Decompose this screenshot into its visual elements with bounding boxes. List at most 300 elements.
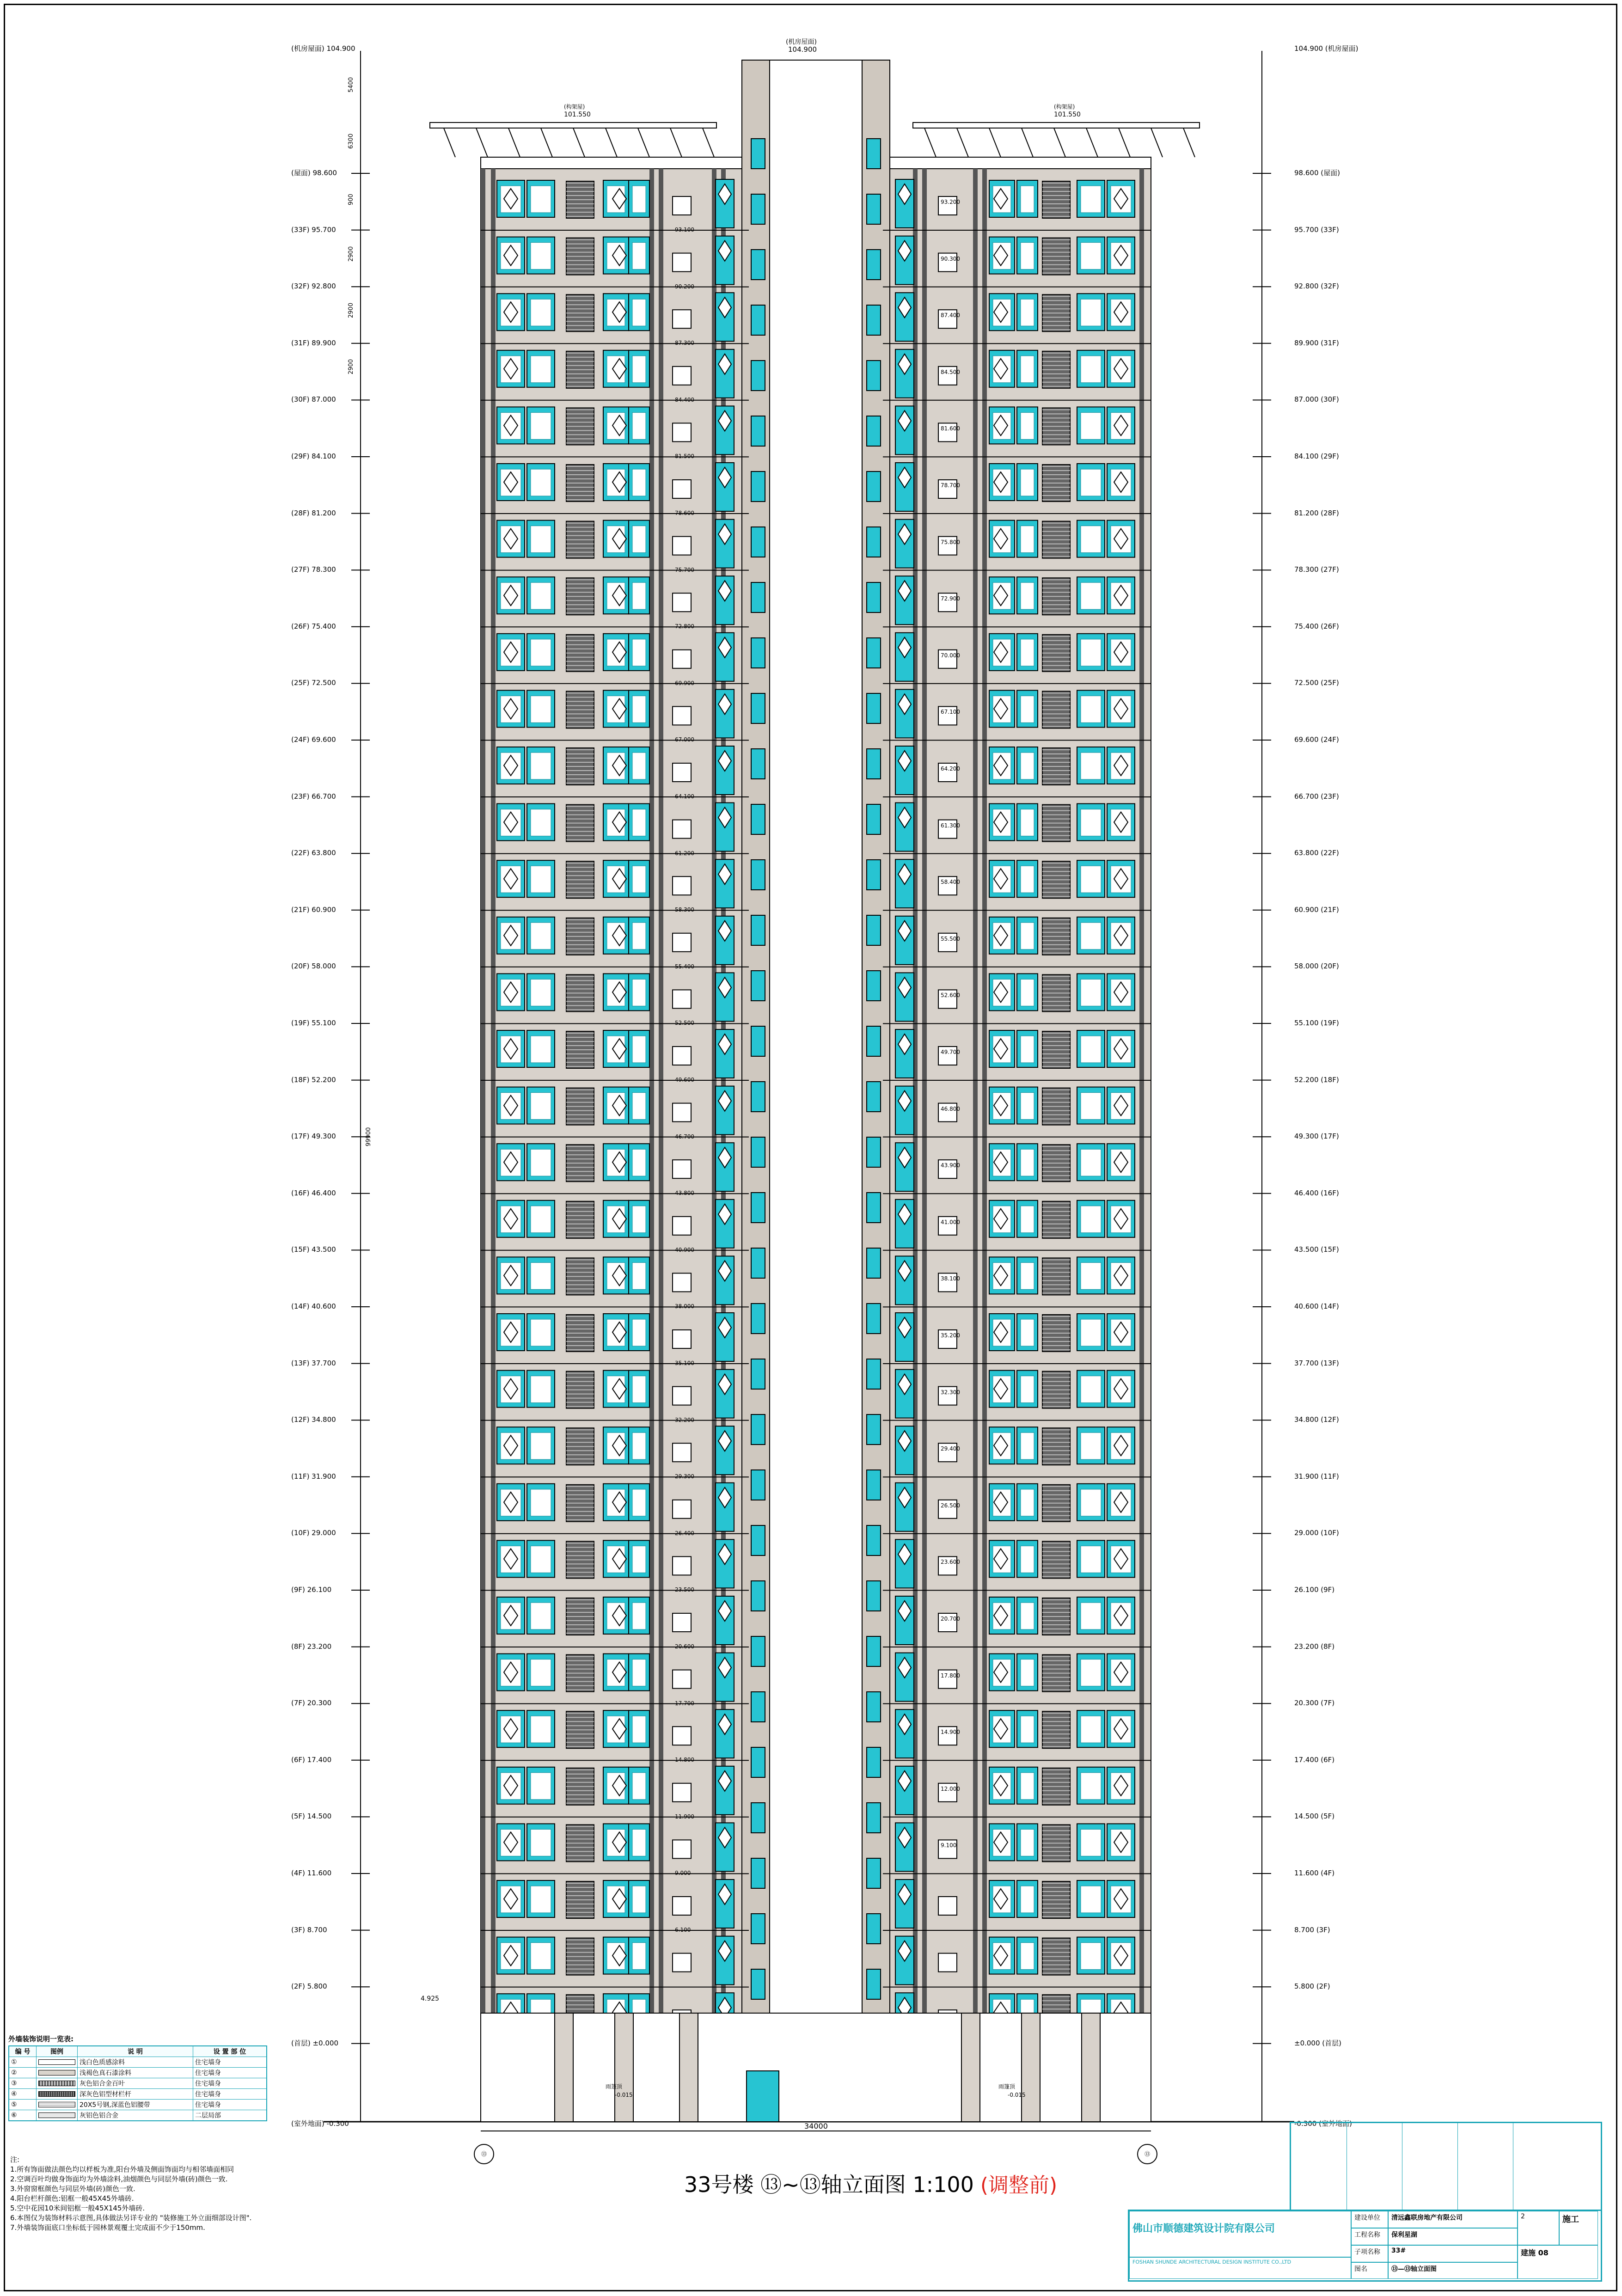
tb-sub: 33#	[1388, 2245, 1518, 2262]
center-top-elevation: 104.900	[788, 45, 817, 54]
roof-strut	[670, 128, 682, 157]
window-pane	[632, 356, 646, 383]
core-window	[751, 971, 765, 1001]
level-label: 11.600 (4F)	[1294, 1869, 1335, 1877]
window-pane	[632, 1489, 646, 1516]
legend-swatch	[37, 2068, 78, 2078]
core-window	[751, 416, 765, 446]
core-window	[867, 860, 881, 890]
core-window	[867, 1414, 881, 1445]
window-pane	[1021, 1376, 1034, 1403]
window-pane	[632, 639, 646, 666]
window-pane	[1081, 1093, 1101, 1120]
top-elevation-left: (机房屋面) 104.900	[291, 44, 355, 53]
level-label: 49.300 (17F)	[1294, 1132, 1339, 1141]
window-pane	[632, 299, 646, 326]
base-column	[1082, 2013, 1100, 2122]
stair-window	[673, 820, 691, 839]
level-label: 26.100 (9F)	[1294, 1586, 1335, 1594]
stair-landing-tag-right: 64.200	[941, 765, 960, 772]
window-pane	[1081, 1716, 1101, 1743]
level-label: (9F) 26.100	[291, 1586, 332, 1594]
stair-landing-tag-right: 72.900	[941, 595, 960, 602]
level-label: 78.300 (27F)	[1294, 565, 1339, 574]
level-label: 23.200 (8F)	[1294, 1642, 1335, 1651]
stair-window	[673, 876, 691, 895]
stair-landing-tag-left: 38.000	[675, 1303, 694, 1310]
finish-legend	[8, 2034, 267, 2121]
level-label: (11F) 31.900	[291, 1472, 336, 1481]
lobby-base	[481, 2013, 1151, 2122]
window-pane	[531, 1093, 551, 1120]
level-label: (17F) 49.300	[291, 1132, 336, 1141]
tb-project: 保利星湖	[1388, 2228, 1518, 2245]
stair-landing-tag-right: 43.900	[941, 1162, 960, 1169]
level-label: 58.000 (20F)	[1294, 962, 1339, 971]
top-elevation-right: 104.900 (机房屋面)	[1294, 44, 1359, 53]
window-pane	[1021, 1206, 1034, 1233]
stair-window	[673, 537, 691, 555]
stair-landing-tag-right: 46.800	[941, 1105, 960, 1112]
stair-window	[673, 1783, 691, 1802]
pilaster	[973, 169, 978, 2122]
window-pane	[1081, 186, 1101, 213]
core-window	[867, 1747, 881, 1777]
window-pane	[632, 412, 646, 439]
overall-width-dimension: 34000	[804, 2122, 828, 2131]
level-label: 69.600 (24F)	[1294, 735, 1339, 744]
stair-landing-tag-left: 64.100	[675, 793, 694, 800]
core-window	[751, 1137, 765, 1167]
stair-window	[938, 1953, 957, 1972]
roof-strut	[638, 128, 649, 157]
legend-no: ⑤	[9, 2100, 37, 2110]
legend-where: 住宅墙身	[193, 2078, 267, 2089]
legend-desc: 灰铝色铝合金	[78, 2110, 193, 2121]
level-label: 92.800 (32F)	[1294, 282, 1339, 291]
core-window	[867, 250, 881, 280]
roof-strut	[541, 128, 552, 157]
core-window	[751, 1747, 765, 1777]
core-window	[867, 582, 881, 612]
window-pane	[1021, 979, 1034, 1006]
stair-window	[673, 367, 691, 385]
dimension-value: 2900	[348, 359, 355, 374]
window-pane	[531, 299, 551, 326]
window-pane	[531, 1886, 551, 1913]
core-window	[751, 1692, 765, 1722]
notes	[10, 2155, 361, 2233]
window-pane	[531, 979, 551, 1006]
base-column	[961, 2013, 980, 2122]
stair-landing-tag-left: 93.100	[675, 227, 694, 233]
stair-window	[673, 196, 691, 215]
tb-sheet-no: 建施 08	[1518, 2245, 1598, 2279]
tb-project-label: 工程名称	[1351, 2228, 1388, 2245]
core-window	[751, 1581, 765, 1611]
window-pane	[531, 1659, 551, 1686]
base-column	[679, 2013, 698, 2122]
level-label: (3F) 8.700	[291, 1925, 327, 1934]
roof-strut	[1054, 128, 1065, 157]
window-pane	[531, 639, 551, 666]
window-pane	[1021, 412, 1034, 439]
window-pane	[632, 1716, 646, 1743]
core-window	[751, 1248, 765, 1278]
tb-ver: 2	[1518, 2211, 1559, 2245]
core-window	[867, 361, 881, 391]
stair-landing-tag-left: 69.900	[675, 680, 694, 686]
pilaster	[491, 169, 496, 2122]
stair-landing-tag-left: 40.900	[675, 1246, 694, 1253]
window-pane	[632, 1262, 646, 1289]
core-window	[751, 638, 765, 668]
drawing-title-main: 33号楼 ⑬~⑬轴立面图 1:100	[684, 2172, 974, 2197]
tb-drawing-label: 图名	[1351, 2262, 1388, 2279]
stair-landing-tag-right: 70.000	[941, 652, 960, 659]
legend-row	[9, 2057, 267, 2068]
window-pane	[1081, 923, 1101, 949]
core-window	[751, 139, 765, 169]
core-window	[867, 1969, 881, 1999]
window-pane	[1021, 1886, 1034, 1913]
level-label: (25F) 72.500	[291, 679, 336, 687]
window-pane	[531, 1376, 551, 1403]
stair-landing-tag-right: 17.800	[941, 1672, 960, 1679]
core-window	[751, 1193, 765, 1223]
window-pane	[531, 526, 551, 553]
level-label: 75.400 (26F)	[1294, 622, 1339, 631]
roof-strut	[1086, 128, 1098, 157]
core-window	[751, 1304, 765, 1334]
roof-frame-left	[430, 122, 716, 128]
tb-sub-label: 子项名称	[1351, 2245, 1388, 2262]
dimension-value: 2900	[348, 302, 355, 318]
level-label: 95.700 (33F)	[1294, 225, 1339, 234]
stair-window	[673, 480, 691, 498]
note-item: 7.外墙装饰面底口坐标低于园林景观覆土完成面不少于150mm.	[10, 2223, 205, 2232]
stair-landing-tag-left: 9.000	[675, 1870, 691, 1877]
roof-strut	[924, 128, 936, 157]
canopy-left-tag: 雨篷顶	[606, 2083, 623, 2090]
level-label: (26F) 75.400	[291, 622, 336, 631]
stair-landing-tag-right: 75.800	[941, 539, 960, 545]
stair-landing-tag-left: 23.500	[675, 1586, 694, 1593]
canopy-right-tag: 雨篷顶	[998, 2083, 1016, 2090]
legend-where: 住宅墙身	[193, 2068, 267, 2078]
pilaster	[659, 169, 663, 2122]
window-pane	[1021, 582, 1034, 609]
level-label: 29.000 (10F)	[1294, 1529, 1339, 1537]
window-pane	[1021, 866, 1034, 893]
stair-window	[673, 706, 691, 725]
drawing-title-adjust: (调整前)	[980, 2174, 1058, 2197]
legend-header-where: 设 置 部 位	[193, 2046, 267, 2057]
core-window	[751, 749, 765, 779]
legend-swatch	[37, 2057, 78, 2068]
legend-where: 住宅墙身	[193, 2089, 267, 2100]
legend-desc: 浅白色质感涂料	[78, 2057, 193, 2068]
core-window	[867, 139, 881, 169]
level-label: 84.100 (29F)	[1294, 452, 1339, 460]
window-pane	[1021, 1433, 1034, 1459]
window-pane	[1021, 696, 1034, 722]
stair-landing-tag-left: 90.200	[675, 283, 694, 290]
stair-window	[673, 1670, 691, 1689]
base-column	[615, 2013, 633, 2122]
stair-landing-tag-left: 46.700	[675, 1133, 694, 1140]
legend-no: ②	[9, 2068, 37, 2078]
core-window	[867, 1193, 881, 1223]
window-pane	[531, 866, 551, 893]
window-pane	[531, 696, 551, 722]
level-label: (20F) 58.000	[291, 962, 336, 971]
stair-window	[673, 1103, 691, 1122]
tb-firm: 佛山市顺德建筑设计院有限公司	[1129, 2211, 1351, 2257]
stair-landing-tag-right: 23.600	[941, 1559, 960, 1566]
window-pane	[531, 1319, 551, 1346]
level-label: (首层) ±0.000	[291, 2039, 338, 2047]
legend-table	[8, 2045, 267, 2121]
window-pane	[632, 1546, 646, 1573]
window-pane	[632, 1319, 646, 1346]
window-pane	[531, 1829, 551, 1856]
legend-swatch	[37, 2100, 78, 2110]
stair-landing-tag-left: 32.200	[675, 1416, 694, 1423]
level-label: 20.300 (7F)	[1294, 1699, 1335, 1708]
stair-landing-tag-left: 52.500	[675, 1020, 694, 1027]
core-window	[751, 471, 765, 502]
window-pane	[1081, 469, 1101, 496]
stair-landing-tag-left: 67.000	[675, 736, 694, 743]
core-window	[751, 1525, 765, 1555]
window-pane	[531, 1546, 551, 1573]
left-frame-tag: (构架屋)	[564, 104, 585, 110]
window-pane	[531, 1206, 551, 1233]
core-window	[867, 1914, 881, 1944]
stair-landing-tag-left: 20.600	[675, 1643, 694, 1650]
pilaster	[481, 169, 485, 2122]
window-pane	[1081, 1886, 1101, 1913]
level-label: (6F) 17.400	[291, 1755, 332, 1764]
window-pane	[1081, 1376, 1101, 1403]
level-label: (24F) 69.600	[291, 735, 336, 744]
level-label: 8.700 (3F)	[1294, 1925, 1330, 1934]
window-pane	[1021, 1603, 1034, 1629]
pilaster	[922, 169, 927, 2122]
window-pane	[1081, 1773, 1101, 1800]
stair-landing-tag-left: 81.500	[675, 453, 694, 460]
window-pane	[531, 809, 551, 836]
ground-tag-right: -0.300 (室外地面)	[1294, 2119, 1352, 2128]
stair-landing-tag-right: 26.500	[941, 1502, 960, 1509]
window-pane	[1081, 1319, 1101, 1346]
window-pane	[531, 1603, 551, 1629]
core-window	[751, 250, 765, 280]
window-pane	[632, 186, 646, 213]
stair-window	[673, 1556, 691, 1575]
legend-desc: 浅褐色真石漆涂料	[78, 2068, 193, 2078]
window-pane	[632, 526, 646, 553]
level-label: (4F) 11.600	[291, 1869, 332, 1877]
roof-strut	[508, 128, 520, 157]
tb-client-label: 建设单位	[1351, 2211, 1388, 2228]
core-window	[751, 1470, 765, 1500]
level-label: (29F) 84.100	[291, 452, 336, 460]
level-label: (屋面) 98.600	[291, 169, 337, 177]
legend-no: ⑥	[9, 2110, 37, 2121]
stair-landing-tag-left: 75.700	[675, 566, 694, 573]
window-pane	[531, 1943, 551, 1970]
stair-landing-tag-left: 17.700	[675, 1700, 694, 1707]
window-pane	[1081, 866, 1101, 893]
dimension-value: 900	[348, 194, 355, 205]
stair-landing-tag-right: 84.500	[941, 368, 960, 375]
stair-landing-tag-left: 78.600	[675, 510, 694, 516]
window-pane	[1021, 1943, 1034, 1970]
pilaster	[982, 169, 987, 2122]
window-pane	[1021, 526, 1034, 553]
window-pane	[1081, 1262, 1101, 1289]
roof-frame-right	[913, 122, 1200, 128]
stair-landing-tag-right: 52.600	[941, 992, 960, 999]
core-window	[751, 305, 765, 335]
title-block	[1128, 2210, 1602, 2282]
level-label: 43.500 (15F)	[1294, 1245, 1339, 1254]
stair-window	[673, 1443, 691, 1462]
window-pane	[531, 1149, 551, 1176]
level-label: 60.900 (21F)	[1294, 905, 1339, 914]
window-pane	[531, 469, 551, 496]
stair-window	[673, 310, 691, 328]
core-window	[751, 527, 765, 557]
tb-client: 清远鑫联房地产有限公司	[1388, 2211, 1518, 2228]
stair-landing-tag-left: 35.100	[675, 1360, 694, 1366]
legend-header-no: 编 号	[9, 2046, 37, 2057]
legend-row	[9, 2068, 267, 2078]
ground-tag-left: (室外地面) -0.300	[291, 2119, 349, 2128]
roof-strut	[476, 128, 488, 157]
window-pane	[1081, 1829, 1101, 1856]
stair-landing-tag-right: 49.700	[941, 1049, 960, 1055]
roof-strut	[1022, 128, 1033, 157]
level-label: (5F) 14.500	[291, 1812, 332, 1821]
core-window	[751, 860, 765, 890]
window-pane	[1081, 1943, 1101, 1970]
legend-row	[9, 2110, 267, 2121]
base-column	[1022, 2013, 1040, 2122]
core-window	[867, 971, 881, 1001]
stair-landing-tag-left: 6.100	[675, 1927, 691, 1933]
roof-strut	[957, 128, 968, 157]
window-pane	[531, 1489, 551, 1516]
legend-title: 外墙装饰说明一览表:	[8, 2035, 73, 2043]
stair-landing-tag-right: 12.000	[941, 1785, 960, 1792]
level-label: (14F) 40.600	[291, 1302, 336, 1310]
window-pane	[1021, 1093, 1034, 1120]
legend-header-desc: 说 明	[78, 2046, 193, 2057]
level-label: 98.600 (屋面)	[1294, 169, 1340, 177]
window-pane	[632, 809, 646, 836]
level-label: (28F) 81.200	[291, 508, 336, 517]
legend-desc: 20X5号钢,深蓝色铝腰带	[78, 2100, 193, 2110]
stair-landing-tag-right: 78.700	[941, 482, 960, 489]
window-pane	[632, 1886, 646, 1913]
stair-landing-tag-left: 58.300	[675, 906, 694, 913]
level-label: 52.200 (18F)	[1294, 1075, 1339, 1084]
window-pane	[531, 243, 551, 269]
core-window	[867, 804, 881, 834]
window-pane	[1021, 753, 1034, 779]
window-pane	[531, 923, 551, 949]
pilaster	[649, 169, 654, 2122]
level-label: (8F) 23.200	[291, 1642, 332, 1651]
core-window	[751, 693, 765, 723]
window-pane	[1081, 243, 1101, 269]
stair-landing-tag-right: 29.400	[941, 1445, 960, 1452]
window-pane	[1081, 299, 1101, 326]
roof-strut	[444, 128, 455, 157]
note-item: 6.本图仅为装饰材料示意图,具体做法另详专业的 "装修施工外立面细部设计图".	[10, 2214, 252, 2222]
window-pane	[632, 979, 646, 1006]
window-pane	[1021, 243, 1034, 269]
axis-bubble-left: ⑬	[474, 2144, 494, 2164]
core-window	[751, 361, 765, 391]
level-label: 31.900 (11F)	[1294, 1472, 1339, 1481]
core-window	[751, 194, 765, 224]
window-pane	[632, 1433, 646, 1459]
core-window	[867, 527, 881, 557]
core-window	[751, 915, 765, 945]
total-height-dimension: 99900	[365, 1127, 372, 1146]
window-pane	[1021, 469, 1034, 496]
stair-landing-tag-right: 87.400	[941, 312, 960, 319]
core-window	[867, 1359, 881, 1389]
window-pane	[632, 1773, 646, 1800]
entrance-door	[747, 2071, 779, 2122]
window-pane	[632, 1376, 646, 1403]
dimension-value: 2900	[348, 246, 355, 262]
legend-where: 二层局部	[193, 2110, 267, 2121]
window-pane	[531, 186, 551, 213]
window-pane	[632, 866, 646, 893]
window-pane	[1081, 753, 1101, 779]
stair-window	[673, 593, 691, 612]
window-pane	[1021, 356, 1034, 383]
legend-desc: 灰色铝合金百叶	[78, 2078, 193, 2089]
stair-landing-tag-left: 29.300	[675, 1473, 694, 1480]
legend-swatch	[37, 2110, 78, 2121]
legend-row	[9, 2089, 267, 2100]
stair-landing-tag-right: 61.300	[941, 822, 960, 829]
legend-no: ③	[9, 2078, 37, 2089]
window-pane	[531, 753, 551, 779]
core-window	[867, 1636, 881, 1666]
window-pane	[632, 582, 646, 609]
window-pane	[632, 696, 646, 722]
legend-no: ④	[9, 2089, 37, 2100]
core-window	[867, 1082, 881, 1112]
entrance-tag: 4.925	[421, 1995, 440, 2002]
stair-window	[673, 763, 691, 782]
level-label: 66.700 (23F)	[1294, 792, 1339, 801]
window-pane	[632, 753, 646, 779]
window-pane	[632, 1943, 646, 1970]
window-pane	[1081, 412, 1101, 439]
stair-landing-tag-right: 35.200	[941, 1332, 960, 1339]
stair-landing-tag-left: 49.600	[675, 1077, 694, 1083]
window-pane	[531, 356, 551, 383]
